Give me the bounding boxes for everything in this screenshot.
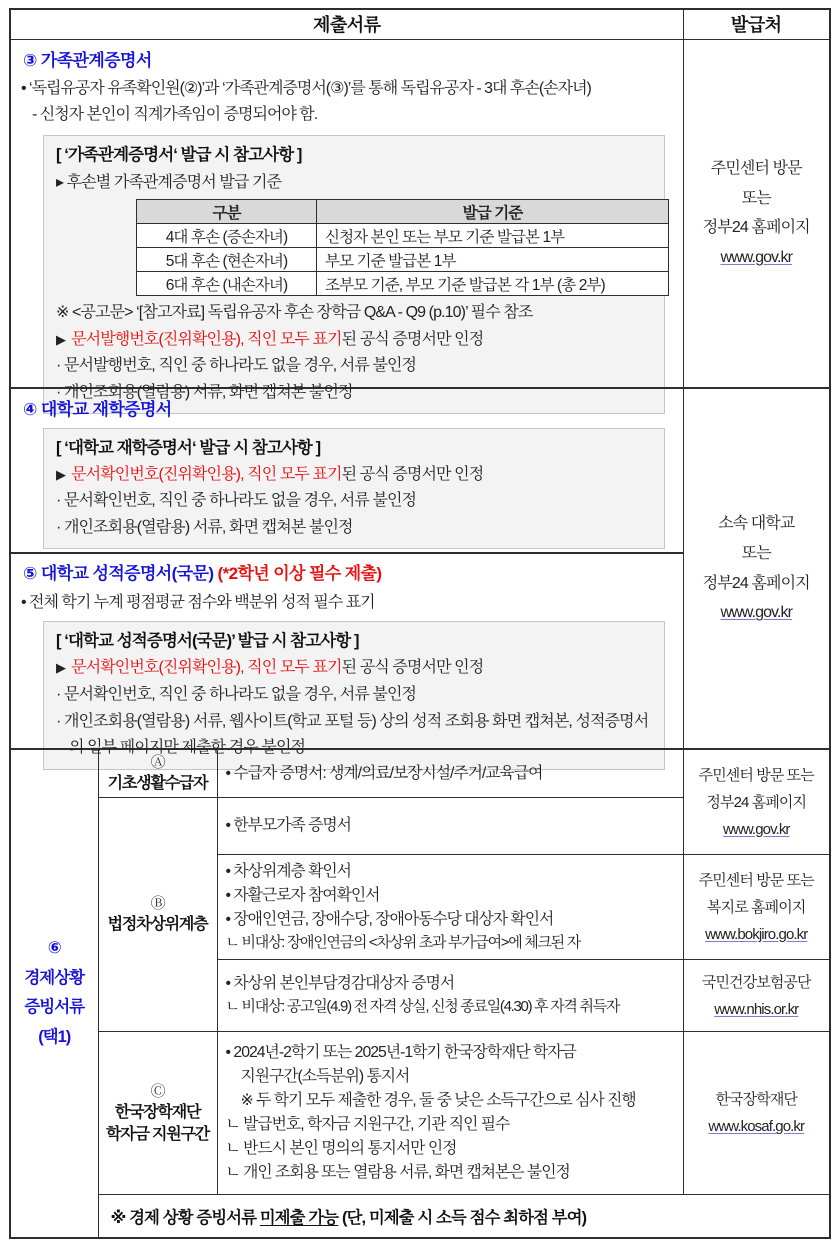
stamp-sub-rule: · 문서발행번호, 직인 중 하나라도 없을 경우, 서류 불인정 (56, 357, 417, 375)
doc-item: • 장애인연금, 장애수당, 장애아동수당 대상자 확인서 (225, 910, 554, 928)
stamp-rule-line (56, 327, 652, 354)
section3-intro-line2: - 신청자 본인이 직계가족임이 증명되어야 함. (32, 105, 318, 123)
doc-row-copay-reduction (217, 960, 683, 1032)
issuer-line: 복지로 홈페이지 (707, 898, 806, 916)
section6-footnote (98, 1195, 830, 1238)
badge-b: Ⓑ (150, 895, 165, 913)
doc-item-exception: ㄴ 비대상: 공고일(4.9) 전 자격 상실, 신청 종료일(4.30) 후 자격 취득자 (225, 998, 620, 1016)
issuer-line: 또는 (741, 544, 771, 562)
doc-item: • 차상위 본인부담경감대상자 증명서 (225, 975, 455, 993)
doc-item-requirement: ㄴ 반드시 본인 명의의 통지서만 인정 (225, 1140, 457, 1158)
issuer-line: 정부24 홈페이지 (706, 793, 807, 811)
stamp-rule-red: 문서확인번호(진위확인용), 직인 모두 표기 (71, 659, 342, 677)
section5-title-red: (*2학년 이상 필수 제출) (213, 564, 382, 583)
doc-item-note: ※ 두 학기 모두 제출한 경우, 둘 중 낮은 소득구간으로 심사 진행 (240, 1092, 636, 1110)
section3-title: ③ 가족관계증명서 (23, 50, 152, 70)
criteria-basis: 조부모 기준, 부모 기준 발급본 각 1부 (총 2부) (317, 272, 669, 296)
family-cert-notice-box (43, 135, 665, 414)
gov24-link[interactable]: www.gov.kr (722, 820, 790, 838)
criteria-type: 5대 후손 (현손자녀) (137, 248, 317, 272)
stamp-rule-line (56, 655, 652, 682)
issuer-nhis (683, 960, 830, 1032)
issuer-bokjiro (683, 855, 830, 960)
issuer-family-cert (683, 39, 830, 388)
table-row (137, 248, 669, 272)
header-issuer: 발급처 (683, 9, 830, 39)
gov24-link[interactable]: www.gov.kr (720, 604, 793, 622)
criteria-col-basis: 발급 기준 (317, 200, 669, 224)
doc-row-second-lowest-confirm (217, 855, 683, 960)
footnote-pre: ※ 경제 상황 증빙서류 (110, 1209, 260, 1228)
stamp-rule-black: 된 공식 증명서만 인정 (341, 659, 484, 677)
table-row (137, 224, 669, 248)
arrow-bullet-icon: ▶ (56, 466, 66, 482)
stamp-rule-red: 문서확인번호(진위확인용), 직인 모두 표기 (71, 465, 342, 483)
issuer-line: 주민센터 방문 또는 (698, 766, 814, 784)
kosaf-link[interactable]: www.kosaf.go.kr (708, 1118, 805, 1136)
section-enrollment-cert (11, 389, 683, 554)
section5-intro: • 전체 학기 누계 평점평균 점수와 백분위 성적 필수 표기 (21, 593, 375, 611)
stamp-sub-rule: · 개인조회용(열람용) 서류, 웹사이트(학교 포털 등) 상의 성적 조회용 화면 캡쳐본, 성적증명서의 일부 페이지만 제출한 경우 불인정 (56, 712, 649, 757)
nhis-link[interactable]: www.nhis.or.kr (714, 1000, 799, 1018)
submission-documents-table (9, 8, 831, 1239)
issuer-kosaf (683, 1032, 830, 1195)
doc-item-exception: ㄴ 비대상: 장애인연금의 <차상위 초과 부가급여>에 체크된 자 (225, 933, 580, 951)
category-name: 학자금 지원구간 (105, 1125, 210, 1143)
arrow-bullet-icon: ▶ (56, 660, 66, 676)
issuer-line: 정부24 홈페이지 (702, 219, 810, 237)
section5-title-main: ⑤ 대학교 성적증명서(국문) (23, 564, 214, 583)
section-enrollment-and-transcript (10, 388, 683, 757)
section6-label (10, 749, 98, 1238)
criteria-col-type: 구분 (137, 200, 317, 224)
doc-item: • 수급자 증명서: 생계/의료/보장시설/주거/교육급여 (225, 764, 543, 782)
badge-c: Ⓒ (150, 1082, 165, 1100)
footnote-underlined: 미제출 가능 (259, 1209, 339, 1228)
doc-item: • 자활근로자 참여확인서 (225, 886, 380, 904)
section6-label-line: (택1) (38, 1028, 71, 1047)
descendant-criteria-table (136, 199, 669, 296)
transcript-notice-box (43, 621, 665, 769)
header-documents: 제출서류 (10, 9, 683, 39)
stamp-sub-rule: · 문서확인번호, 직인 중 하나라도 없을 경우, 서류 불인정 (56, 685, 417, 703)
reference-note: ※ <공고문> ‘[참고자료] 독립유공자 후손 장학금 Q&A - Q9 (p.10)’ 필수 참조 (56, 304, 533, 322)
doc-item-continued: 지원구간(소득분위) 통지서 (240, 1068, 410, 1086)
issuer-university (683, 388, 830, 749)
arrow-bullet-icon: ▶ (56, 331, 66, 347)
notice-box-title: [ ‘가족관계증명서‘ 발급 시 참고사항 ] (56, 146, 302, 165)
stamp-rule-line (56, 462, 652, 489)
issuer-gov24 (683, 749, 830, 855)
issuer-line: 또는 (741, 189, 771, 207)
section5-title (23, 562, 673, 586)
stamp-rule-black: 된 공식 증명서만 인정 (341, 465, 484, 483)
stamp-sub-rule: · 개인조회용(열람용) 서류, 화면 캡쳐본 불인정 (56, 518, 353, 536)
issuer-line: 소속 대학교 (718, 515, 795, 533)
section4-title: ④ 대학교 재학증명서 (23, 400, 172, 419)
doc-item-requirement: ㄴ 발급번호, 학자금 지원구간, 기관 직인 필수 (225, 1116, 510, 1134)
criteria-type: 4대 후손 (증손자녀) (137, 224, 317, 248)
footnote-post: (단, 미제출 시 소득 점수 최하점 부여) (338, 1209, 587, 1228)
doc-row-kosaf-notice (217, 1032, 683, 1195)
issuer-line: 정부24 홈페이지 (702, 574, 810, 592)
bokjiro-link[interactable]: www.bokjiro.go.kr (705, 925, 808, 943)
section6-number: ⑥ (47, 939, 61, 958)
category-second-lowest-class (98, 798, 217, 1032)
criteria-heading: ▸ 후손별 가족관계증명서 발급 기준 (56, 173, 282, 191)
category-name: 기초생활수급자 (107, 775, 208, 792)
issuer-line: 주민센터 방문 (710, 160, 802, 178)
section3-intro-line1: • ‘독립유공자 유족확인원(②)’과 ‘가족관계증명서(③)’를 통해 독립유공자 - 3대 후손(손자녀) (21, 80, 591, 98)
criteria-basis: 신청자 본인 또는 부모 기준 발급본 1부 (317, 224, 669, 248)
criteria-header-row (137, 200, 669, 224)
enrollment-notice-box (43, 428, 665, 550)
category-name: 법정차상위계층 (107, 916, 208, 934)
badge-a: Ⓐ (150, 754, 165, 771)
doc-row-single-parent (217, 798, 683, 855)
section6-label-line: 경제상황 (24, 968, 85, 987)
issuer-line: 한국장학재단 (715, 1091, 798, 1109)
notice-box-title: [ ‘대학교 성적증명서(국문)’ 발급 시 참고사항 ] (56, 632, 359, 651)
table-row (137, 272, 669, 296)
notice-box-title: [ ‘대학교 재학증명서‘ 발급 시 참고사항 ] (56, 438, 321, 457)
doc-item: • 2024년-2학기 또는 2025년-1학기 한국장학재단 학자금 (225, 1044, 576, 1062)
category-name: 한국장학재단 (114, 1103, 201, 1121)
stamp-rule-black: 된 공식 증명서만 인정 (341, 330, 484, 348)
stamp-rule-red: 문서발행번호(진위확인용), 직인 모두 표기 (71, 330, 342, 348)
section-family-cert (10, 39, 683, 401)
doc-item-requirement: ㄴ 개인 조회용 또는 열람용 서류, 화면 캡쳐본은 불인정 (225, 1164, 570, 1182)
stamp-sub-rule: · 개인조회용(열람용) 서류, 화면 캡쳐본 불인정 (56, 383, 353, 401)
issuer-line: 국민건강보험공단 (701, 973, 811, 991)
criteria-basis: 부모 기준 발급본 1부 (317, 248, 669, 272)
doc-item: • 차상위계층 확인서 (225, 862, 351, 880)
doc-item: • 한부모가족 증명서 (225, 817, 351, 835)
table-header-row (10, 9, 830, 39)
criteria-type: 6대 후손 (내손자녀) (137, 272, 317, 296)
category-kosaf-bracket (98, 1032, 217, 1195)
section-transcript (11, 554, 683, 757)
gov24-link[interactable]: www.gov.kr (720, 248, 793, 266)
stamp-sub-rule: · 문서확인번호, 직인 중 하나라도 없을 경우, 서류 불인정 (56, 492, 417, 510)
issuer-line: 주민센터 방문 또는 (698, 871, 814, 889)
section6-label-line: 증빙서류 (24, 998, 85, 1017)
